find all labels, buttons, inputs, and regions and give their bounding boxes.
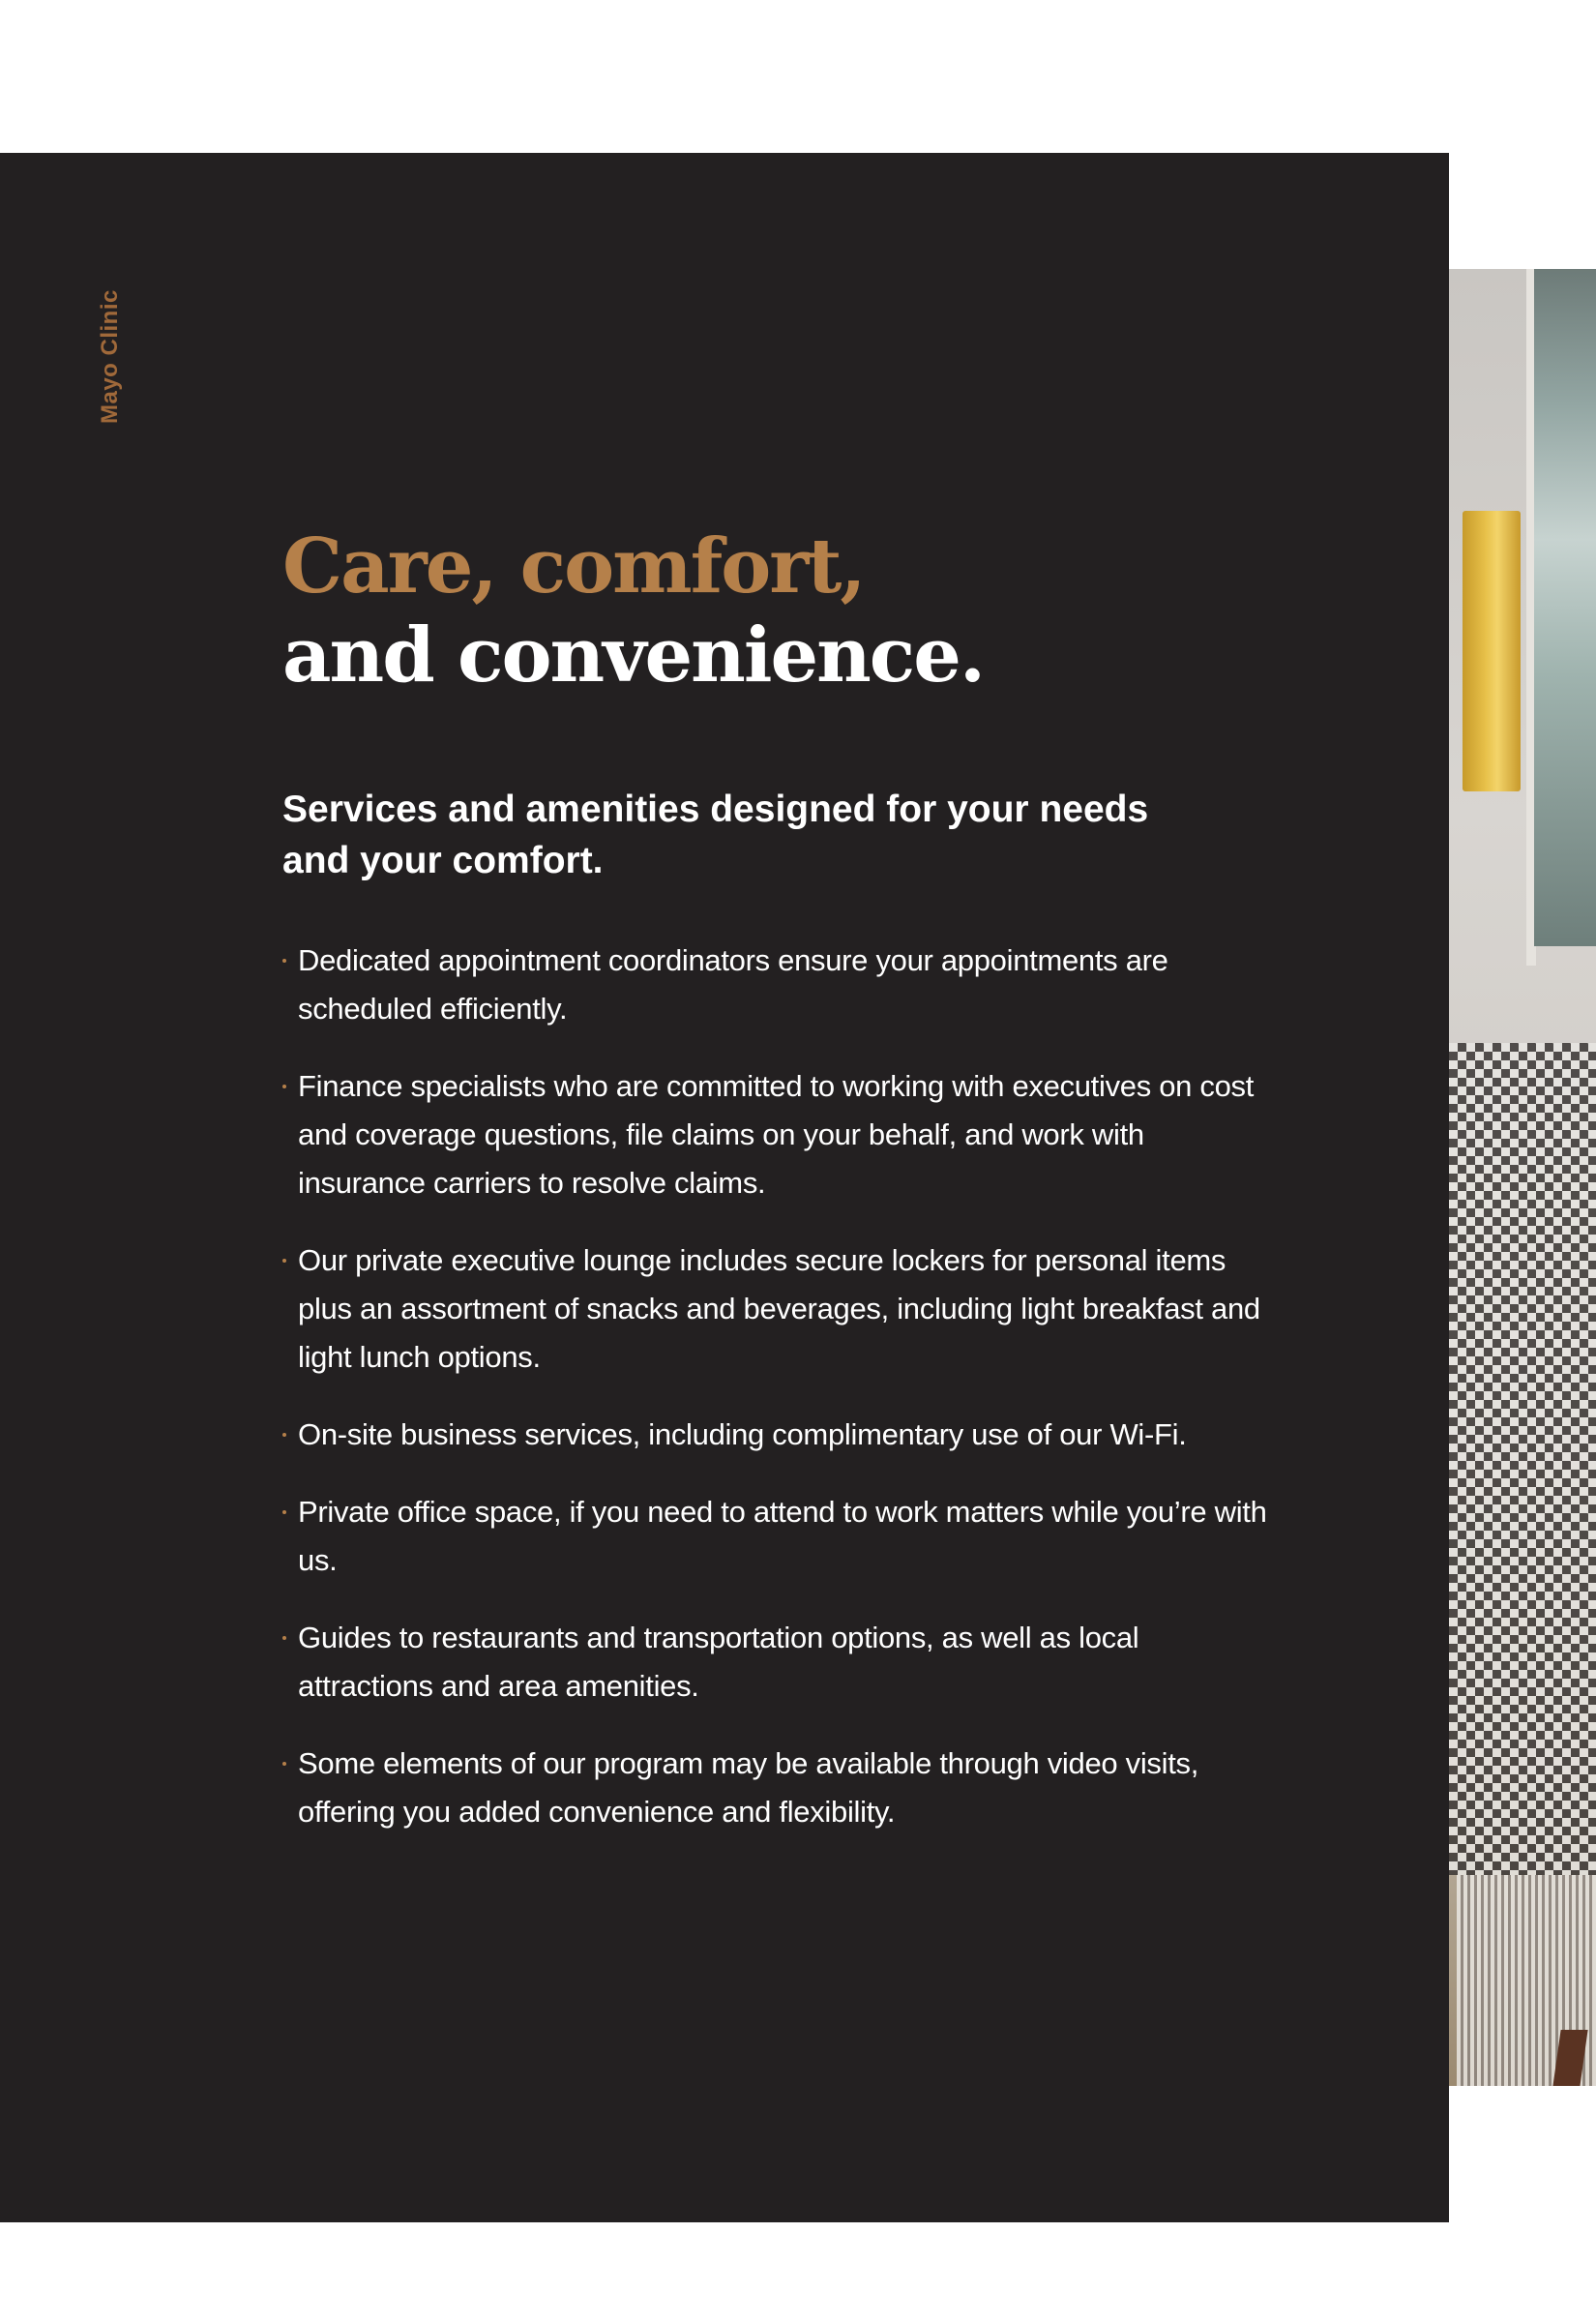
list-item	[282, 1488, 1279, 1585]
list-item-text: On-site business services, including complimentary use of our Wi-Fi.	[298, 1417, 1187, 1451]
bullet-dot-icon	[282, 1762, 286, 1766]
list-item	[282, 1236, 1279, 1382]
list-item	[282, 1614, 1279, 1711]
list-item-text: Finance specialists who are committed to working with executives on cost and coverage questions, file claims on your behalf, and work with insurance carriers to resolve claims.	[298, 1069, 1255, 1200]
brand-name: Mayo Clinic	[97, 289, 123, 424]
list-item	[282, 1411, 1279, 1459]
window-image	[1534, 269, 1596, 946]
list-item-text: Guides to restaurants and transportation options, as well as local attractions and area amenities.	[298, 1621, 1139, 1703]
list-item-text: Our private executive lounge includes secure lockers for personal items plus an assortment of snacks and beverages, including light breakfast and light lunch options.	[298, 1243, 1260, 1374]
subheading: Services and amenities designed for your needs and your comfort.	[282, 789, 1149, 881]
list-item-text: Dedicated appointment coordinators ensure your appointments are scheduled efficiently.	[298, 943, 1168, 1026]
list-item-text: Private office space, if you need to attend to work matters while you’re with us.	[298, 1495, 1267, 1577]
amenities-list	[282, 937, 1279, 1836]
title-line-2: and convenience.	[282, 611, 985, 700]
bullet-dot-icon	[282, 1433, 286, 1437]
bullet-dot-icon	[282, 959, 286, 963]
wall-art-image	[1463, 511, 1521, 791]
list-item	[282, 1740, 1279, 1836]
list-item-text: Some elements of our program may be available through video visits, offering you added convenience and flexibility.	[298, 1746, 1199, 1829]
list-item	[282, 937, 1279, 1033]
main-content	[282, 522, 1288, 1865]
bullet-dot-icon	[282, 1259, 286, 1263]
bullet-dot-icon	[282, 1510, 286, 1514]
brand-label	[97, 269, 130, 424]
bullet-dot-icon	[282, 1636, 286, 1640]
page-title	[282, 522, 1288, 700]
houndstooth-throw-image	[1449, 1043, 1596, 1875]
bullet-dot-icon	[282, 1085, 286, 1088]
list-item	[282, 1062, 1279, 1207]
lounge-photo	[1449, 269, 1596, 2086]
title-line-1: Care, comfort,	[282, 522, 865, 610]
